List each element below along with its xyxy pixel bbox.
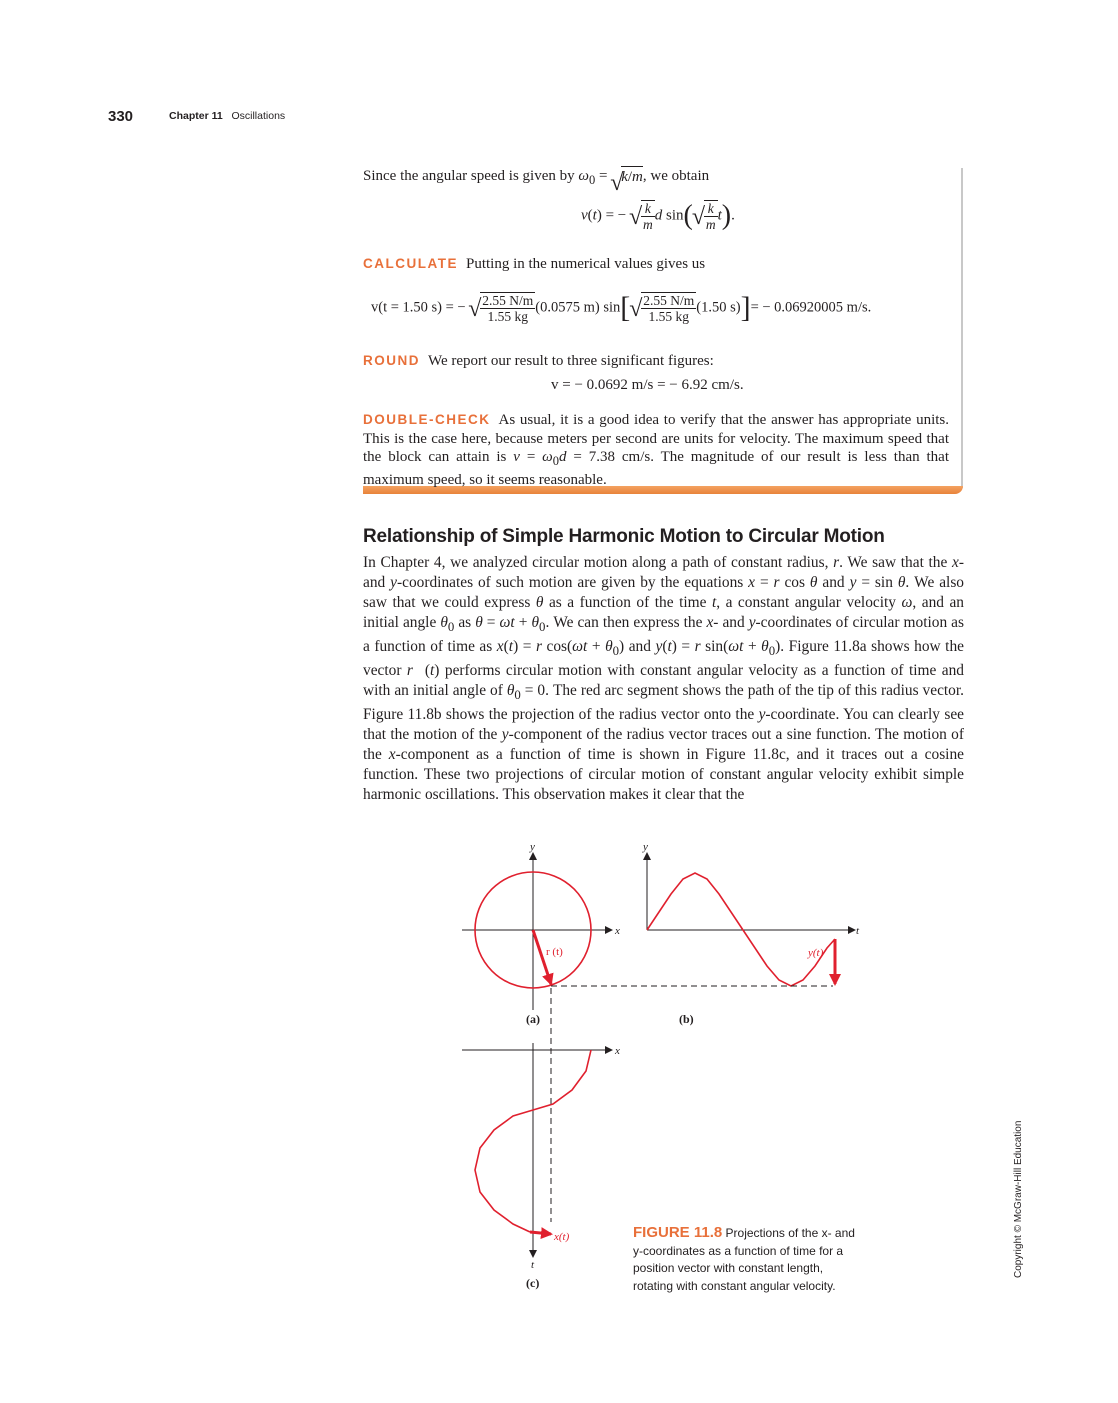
box-border-right: [961, 168, 963, 488]
double-check-text-a: As usual, it is a good idea to verify that the answer has appropriate units. This is the case here, because meters per second are units for velocity. The maximum speed that the block can attain is: [363, 412, 949, 465]
panel-c-t-label: t: [531, 1259, 535, 1271]
round-text: We report our result to three significant figures:: [428, 353, 714, 369]
panel-a-y-label: y: [530, 841, 535, 853]
chapter-title: Oscillations: [231, 110, 286, 122]
intro-text-a: Since the angular speed is given by: [363, 168, 579, 184]
eq2-m-value-2: 1.55 kg: [648, 309, 689, 324]
panel-b-y-label: y: [643, 841, 648, 853]
radius-vector-label: r (t): [546, 946, 563, 958]
intro-line: Since the angular speed is given by $\omega_0$ = √ k/m, we obtain: [363, 166, 709, 190]
x-projection-label: x(t): [554, 1231, 570, 1243]
eq2-lhs: v(t = 1.50 s) = −: [371, 299, 466, 316]
section-title: Relationship of Simple Harmonic Motion to Circular Motion: [363, 526, 885, 547]
panel-a-label: (a): [526, 1012, 540, 1026]
panel-c: [462, 988, 620, 1290]
y-projection-label: y(t): [808, 947, 824, 959]
eq2-m-value: 1.55 kg: [487, 309, 528, 324]
equation-velocity-symbolic: v(t) = − √ $\frac{k}{m}$ d sin( √ $\frac{k}{m}$ t).: [581, 200, 735, 232]
panel-a: [462, 841, 620, 1026]
calculate-label: CALCULATE: [363, 256, 458, 271]
round-line: [363, 351, 714, 371]
panel-b-label: (b): [679, 1012, 694, 1026]
sqrt-numeric-2: [630, 292, 696, 324]
panel-a-x-label: x: [615, 925, 620, 937]
eq2-result: = − 0.06920005 m/s.: [750, 299, 872, 316]
eq2-k-value: √ 2.55 N/m: [482, 293, 534, 308]
chapter-number: Chapter 11: [169, 110, 223, 122]
round-equation: v = − 0.0692 m/s = − 6.92 cm/s.: [551, 377, 744, 393]
panel-b-t-label: t: [856, 925, 860, 937]
body-paragraph: In Chapter 4, we analyzed circular motion along a path of constant radius, r. We saw that the x- and y-coordinates of such motion are given by the equations x = r cos θ and y = sin θ. We also saw that we could express θ as a function of the time t, a constant angular velocity ω, and an initial angle $\theta_0$ as $\theta = \omega t + \theta_0$. We can then express the x- and y-coordinates of circular motion as a function of time as x(t) = r $\cos(\omega t + \theta_0)$ and y(t) = r $\sin(\omega t + \theta_0)$. Figure 11.8a shows how the vector r⃗(t) performs circular motion with constant angular velocity as a function of time and with an initial angle of $\theta_0 = 0$. The red arc segment shows the path of the tip of this radius vector. Figure 11.8b shows the projection of the radius vector onto the y-coordinate. You can clearly see that the motion of the y-component of the radius vector traces out a sine function. The motion of the x-component as a function of time is shown in Figure 11.8c, and it traces out a cosine function. These two projections of circular motion of constant angular velocity exhibit simple harmonic oscillations. This observation makes it clear that the: [363, 554, 965, 804]
calculate-text: Putting in the numerical values gives us: [466, 256, 706, 272]
round-label: ROUND: [363, 353, 420, 368]
double-check-label: DOUBLE-CHECK: [363, 412, 491, 427]
sqrt-numeric-1: [469, 292, 535, 324]
sqrt-k-over-m: √ $\frac{k}{m}$: [630, 200, 655, 232]
eq2-k-value-2: √ 2.55 N/m: [643, 293, 695, 308]
equation-velocity-numeric: v(t = 1.50 s) = − √ $\frac{2.55 N/m}{1.55 kg}$ (0.0575 m) sin[ √ $\frac{2.55 N/m}{1.55 kg}$ (1.50 s)]= − 0.06920005 m/s.: [371, 291, 871, 325]
panel-c-label: (c): [526, 1276, 540, 1290]
panel-c-x-label: x: [615, 1045, 620, 1057]
x-projection-arrow: [530, 1232, 551, 1234]
double-check-paragraph: DOUBLE-CHECK As usual, it is a good idea to verify that the answer has appropriate units. This is the case here, because meters per second are units for velocity. The maximum speed that the block can attain is $v = \omega_0d = 7.38$ cm/s. The magnitude of our result is less than that maximum speed, so it seems reasonable.: [363, 412, 949, 488]
figure-number: FIGURE 11.8: [633, 1224, 723, 1241]
panel-b: [551, 841, 860, 1026]
page-number: 330: [108, 108, 134, 125]
sqrt-k-over-m-2: √ $\frac{k}{m}$: [693, 200, 718, 232]
eq2-time: (1.50 s): [696, 299, 741, 316]
eq2-distance: (0.0575 m) sin: [535, 299, 621, 316]
figure-caption-text: Projections of the x- and y-coordinates as a function of time for a position vector with constant length, rotating with constant angular velocity.: [633, 1226, 855, 1293]
running-header: [169, 110, 285, 122]
figure-caption: [633, 1224, 863, 1295]
copyright-notice: Copyright © McGraw-Hill Education: [1013, 1120, 1024, 1278]
solution-box: [363, 166, 963, 496]
intro-text-b: , we obtain: [642, 168, 710, 184]
double-check-text-b: = 7.38 cm/s. The magnitude of our result is less than that maximum speed, so it seems reasonable.: [363, 449, 949, 488]
calculate-line: [363, 254, 705, 274]
sqrt-km: √ k/m: [611, 166, 643, 187]
